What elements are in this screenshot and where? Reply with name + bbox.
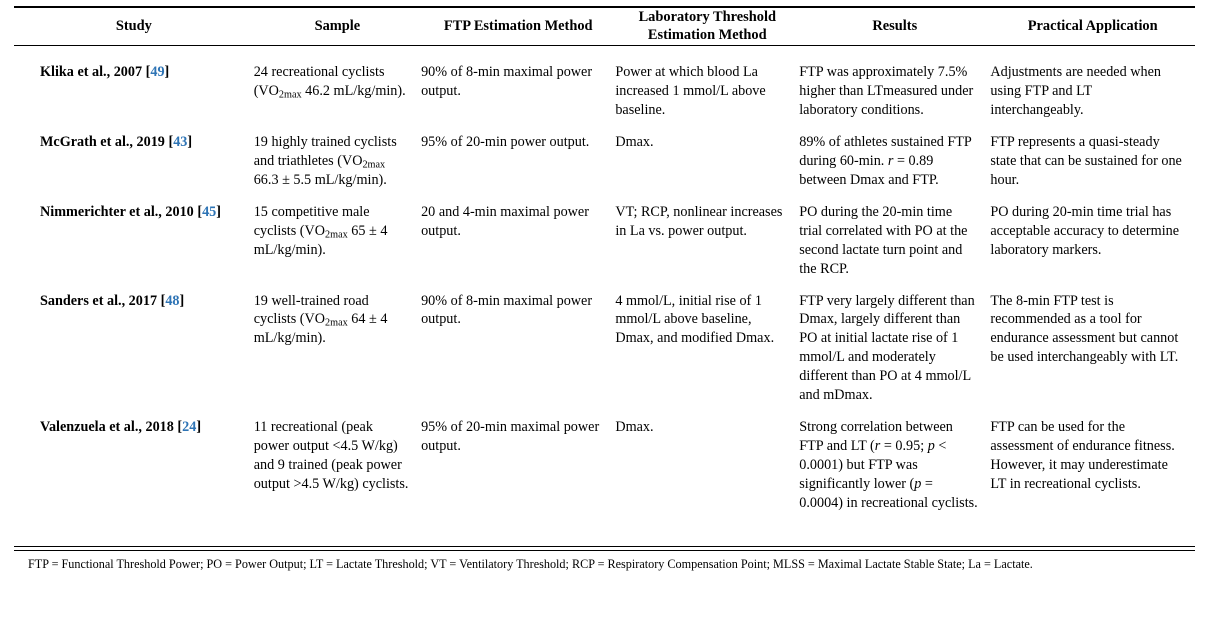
study-ref-bracket: [49] (145, 64, 170, 80)
table-top-rule (14, 6, 1195, 8)
cell-study (14, 133, 254, 203)
column-header-study: Study (115, 17, 152, 34)
cell-results: FTP was approximately 7.5% higher than LTmeasured under laboratory conditions. (799, 64, 974, 118)
table-row (14, 203, 1195, 292)
cell-application: FTP represents a quasi-steady state that can be sustained for one hour. (990, 133, 1182, 188)
column-header-sample: Sample (314, 17, 361, 34)
cell-application: The 8-min FTP test is recommended as a tool for endurance assessment but cannot be used interchangeably with LT. (990, 292, 1179, 366)
cell-sample: 24 recreational cyclists ($VO_{2max}$ 46.2 mL/kg/min). (253, 64, 406, 101)
cell-ftp-method: 20 and 4-min maximal power output. (421, 203, 589, 239)
table-body (14, 52, 1195, 526)
study-ref-bracket: [48] (160, 292, 185, 309)
cell-application: PO during 20-min time trial has acceptable accuracy to determine laboratory markers. (990, 203, 1180, 258)
table-row (14, 133, 1195, 203)
cell-sample: 19 well-trained road cyclists ($VO_{2max}$ 64 ± 4 mL/kg/min). (253, 292, 388, 347)
study-author: Valenzuela et al., 2018 (40, 419, 174, 436)
cell-ftp-method: 95% of 20-min maximal power output. (421, 419, 600, 455)
table-header-rule (14, 45, 1195, 46)
study-reference-link[interactable]: 48 (165, 292, 180, 309)
cell-study (14, 292, 254, 419)
table-footnote: FTP = Functional Threshold Power; PO = Power Output; LT = Lactate Threshold; VT = Ventilatory Threshold; RCP = Respiratory Compensation Point; MLSS = Maximal Lactate Stable State; La = Lactate. (28, 557, 1033, 571)
column-header-practical-application: Practical Application (1027, 17, 1158, 34)
table-bottom-rule (14, 550, 1195, 551)
study-reference-link[interactable]: 24 (182, 419, 197, 436)
cell-sample: 11 recreational (peak power output <4.5 W/kg) and 9 trained (peak power output >4.5 W/kg) cyclists. (253, 419, 409, 493)
study-ref-bracket: [43] (168, 133, 193, 150)
lab-header-line-1: Laboratory Threshold (638, 8, 776, 25)
cell-lab-method: Dmax. (615, 133, 654, 150)
cell-study (14, 418, 254, 526)
cell-ftp-method: 90% of 8-min maximal power output. (421, 64, 593, 99)
cell-results: PO during the 20-min time trial correlated with PO at the second lactate turn point and the RCP. (799, 203, 968, 277)
cell-sample: 19 highly trained cyclists and triathletes ($VO_{2max}$ 66.3 ± 5.5 mL/kg/min). (253, 133, 397, 188)
cell-lab-method: 4 mmol/L, initial rise of 1 mmol/L above baseline, Dmax, and modified Dmax. (615, 292, 775, 347)
cell-lab-method: VT; RCP, nonlinear increases in La vs. power output. (615, 203, 783, 239)
cell-application: FTP can be used for the assessment of endurance fitness. However, it may underestimate LT in recreational cyclists. (990, 419, 1175, 493)
table-body-end-rule (14, 546, 1195, 547)
table-row (14, 418, 1195, 526)
cell-study (14, 52, 254, 133)
cell-lab-method: Power at which blood La increased 1 mmol/L above baseline. (615, 64, 766, 118)
study-reference-link[interactable]: 45 (202, 203, 217, 220)
lab-header-line-2: Estimation Method (647, 26, 767, 43)
cell-ftp-method: 95% of 20-min power output. (421, 133, 590, 150)
study-reference-link[interactable]: 49 (150, 64, 165, 80)
cell-ftp-method: 90% of 8-min maximal power output. (421, 292, 593, 328)
column-header-ftp-estimation-method: FTP Estimation Method (443, 17, 593, 34)
study-comparison-table (14, 0, 1195, 526)
study-author: Klika et al., 2007 (40, 64, 143, 80)
study-author: Nimmerichter et al., 2010 (40, 203, 194, 220)
cell-study (14, 203, 254, 292)
study-ref-bracket: [45] (197, 203, 221, 220)
study-author: McGrath et al., 2019 (40, 133, 165, 150)
cell-lab-method: Dmax. (615, 419, 654, 436)
cell-results: Strong correlation between FTP and LT (r = 0.95; p < 0.0001) but FTP was significantly lower (p = 0.0004) in recreational cyclists. (799, 419, 978, 512)
cell-results: FTP very largely different than Dmax, largely different than PO at initial lactate rise of 1 mmol/L and moderately different than PO at 4 mmol/L and mDmax. (799, 292, 975, 404)
cell-sample: 15 competitive male cyclists ($VO_{2max}$ 65 ± 4 mL/kg/min). (253, 203, 388, 258)
column-header-results: Results (872, 17, 918, 34)
study-ref-bracket: [24] (177, 419, 202, 436)
table-row (14, 292, 1195, 419)
table-row (14, 52, 1195, 133)
study-reference-link[interactable]: 43 (173, 133, 188, 150)
cell-results: 89% of athletes sustained FTP during 60-min. r = 0.89 between Dmax and FTP. (799, 133, 972, 188)
study-author: Sanders et al., 2017 (40, 292, 158, 309)
cell-application: Adjustments are needed when using FTP and LT interchangeably. (990, 64, 1161, 118)
